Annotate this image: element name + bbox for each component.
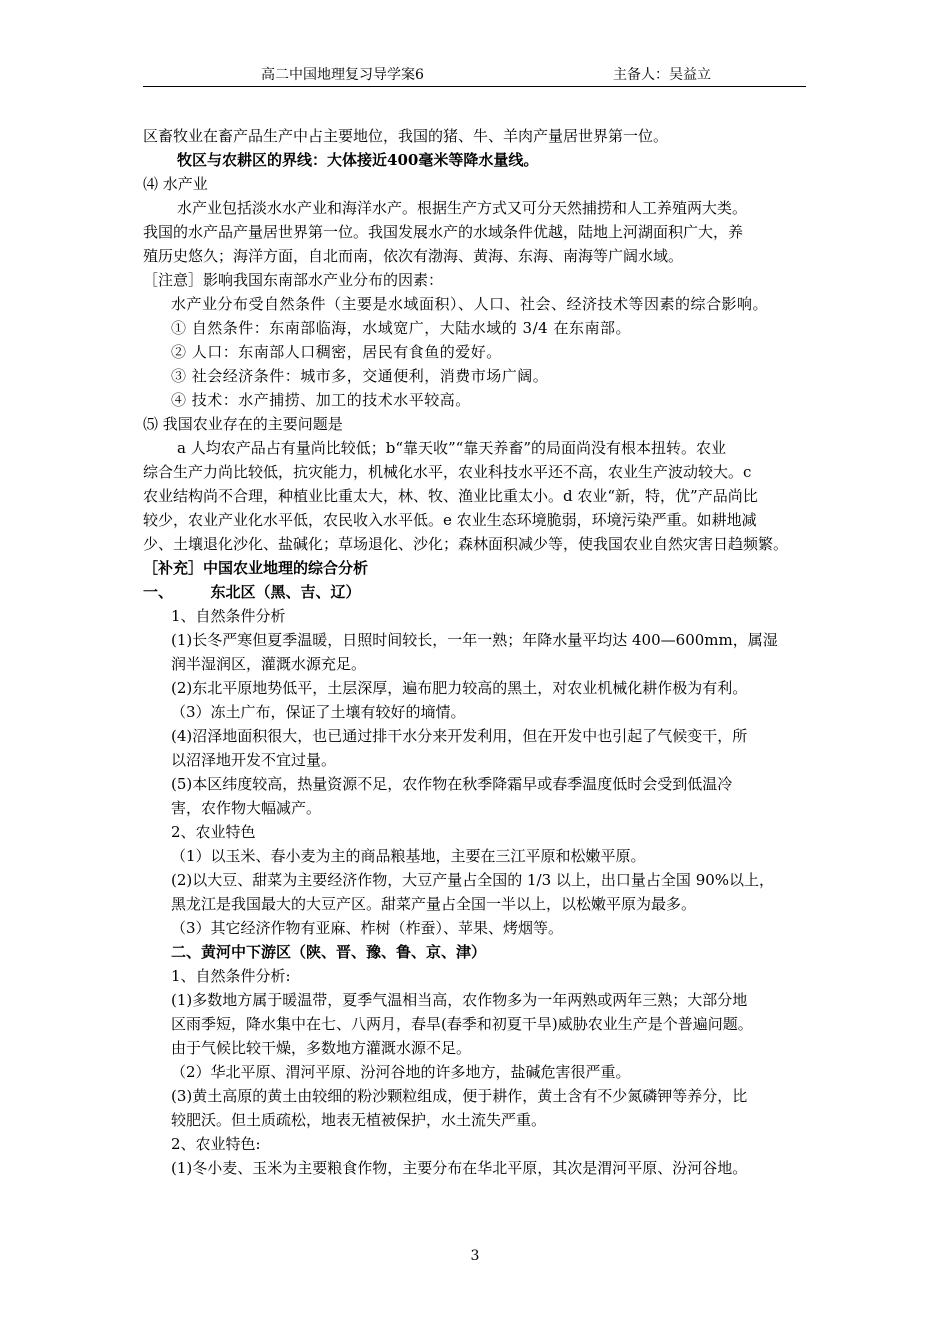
text-line: ［注意］影响我国东南部水产业分布的因素：	[143, 271, 444, 289]
text-line: ③ 社会经济条件：城市多，交通便利，消费市场广阔。	[171, 367, 549, 385]
text-line: 1、自然条件分析:	[171, 967, 291, 985]
text-line: 水产业包括淡水水产业和海洋水产。根据生产方式又可分天然捕捞和人工养殖两大类。	[177, 199, 748, 217]
text-line: 区畜牧业在畜产品生产中占主要地位，我国的猪、牛、羊肉产量居世界第一位。	[143, 127, 669, 145]
text-line: 农业结构尚不合理，种植业比重太大，林、牧、渔业比重太小。d 农业“新，特，优”产品尚比	[143, 487, 758, 505]
text-line: ［补充］中国农业地理的综合分析	[143, 559, 369, 577]
text-line: (1)多数地方属于暖温带，夏季气温相当高，农作物多为一年两熟或两年三熟；大部分地	[171, 991, 748, 1009]
text-line: (2)东北平原地势低平，土层深厚，遍布肥力较高的黑土，对农业机械化耕作极为有利。	[171, 679, 748, 697]
page-header	[143, 62, 806, 87]
text-line: 牧区与农耕区的界线：大体接近400毫米等降水量线。	[177, 151, 539, 169]
text-line: 二、黄河中下游区（陕、晋、豫、鲁、京、津）	[171, 943, 487, 961]
text-line: 综合生产力尚比较低，抗灾能力，机械化水平，农业科技水平还不高，农业生产波动较大。c	[143, 463, 752, 481]
text-line: ⑸ 我国农业存在的主要问题是	[143, 415, 343, 433]
text-line: (2)以大豆、甜菜为主要经济作物，大豆产量占全国的 1/3 以上，出口量占全国 90%以上，	[171, 871, 775, 889]
text-line: (1)冬小麦、玉米为主要粮食作物，主要分布在华北平原，其次是渭河平原、汾河谷地。	[171, 1159, 748, 1177]
text-line: 润半湿润区，灌溉水源充足。	[171, 655, 367, 673]
text-line: 殖历史悠久；海洋方面，自北而南，依次有渤海、黄海、东海、南海等广阔水域。	[143, 247, 684, 265]
header-title: 高二中国地理复习导学案6	[261, 67, 424, 83]
text-line: (5)本区纬度较高，热量资源不足，农作物在秋季降霜早或春季温度低时会受到低温冷	[171, 775, 733, 793]
text-line: 一、 东北区（黑、吉、辽）	[143, 583, 361, 601]
text-line: 2、农业特色	[171, 823, 256, 841]
text-line: ⑷ 水产业	[143, 175, 208, 193]
text-line: 害，农作物大幅减产。	[171, 799, 322, 817]
text-line: （2）华北平原、渭河平原、汾河谷地的许多地方，盐碱危害很严重。	[171, 1063, 631, 1081]
page-number: 3	[470, 1248, 480, 1264]
text-line: a 人均农产品占有量尚比较低；b“靠天收”“靠天养畜”的局面尚没有根本扭转。农业	[177, 439, 726, 457]
text-line: (1)长冬严寒但夏季温暖，日照时间较长，一年一熟；年降水量平均达 400—600mm，属湿	[171, 631, 778, 649]
text-line: 我国的水产品产量居世界第一位。我国发展水产的水域条件优越，陆地上河湖面积广大，养	[143, 223, 744, 241]
text-line: 水产业分布受自然条件（主要是水域面积）、人口、社会、经济技术等因素的综合影响。	[171, 295, 769, 313]
text-line: （1）以玉米、春小麦为主的商品粮基地，主要在三江平原和松嫩平原。	[171, 847, 646, 865]
text-line: (3)黄土高原的黄土由较细的粉沙颗粒组成，便于耕作，黄土含有不少氮磷钾等养分，比	[171, 1087, 748, 1105]
text-line: （3）其它经济作物有亚麻、柞树（柞蚕）、苹果、烤烟等。	[171, 919, 564, 937]
text-line: 较肥沃。但土质疏松，地表无植被保护，水土流失严重。	[171, 1111, 547, 1129]
text-line: ② 人口：东南部人口稠密，居民有食鱼的爱好。	[171, 343, 502, 361]
text-line: 以沼泽地开发不宜过量。	[171, 751, 337, 769]
text-line: 1、自然条件分析	[171, 607, 286, 625]
header-author: 主备人：吴益立	[613, 67, 711, 83]
text-line: （3）冻土广布，保证了土壤有较好的墒情。	[171, 703, 466, 721]
text-line: 区雨季短，降水集中在七、八两月，春旱(春季和初夏干旱)威胁农业生产是个普遍问题。	[171, 1015, 753, 1033]
text-line: (4)沼泽地面积很大，也已通过排干水分来开发利用，但在开发中也引起了气候变干，所	[171, 727, 748, 745]
text-line: 由于气候比较干燥，多数地方灌溉水源不足。	[171, 1039, 472, 1057]
text-line: 较少，农业产业化水平低，农民收入水平低。e 农业生态环境脆弱，环境污染严重。如耕地减	[143, 511, 757, 529]
text-line: ① 自然条件：东南部临海，水域宽广，大陆水域的 3/4 在东南部。	[171, 319, 631, 337]
text-line: 2、农业特色:	[171, 1135, 261, 1153]
document-body	[143, 124, 811, 1180]
text-line: 黑龙江是我国最大的大豆产区。甜菜产量占全国一半以上，以松嫩平原为最多。	[171, 895, 697, 913]
text-line: 少、土壤退化沙化、盐碱化；草场退化、沙化；森林面积减少等，使我国农业自然灾害日趋频繁。	[143, 535, 789, 553]
text-line: ④ 技术：水产捕捞、加工的技术水平较高。	[171, 391, 471, 409]
